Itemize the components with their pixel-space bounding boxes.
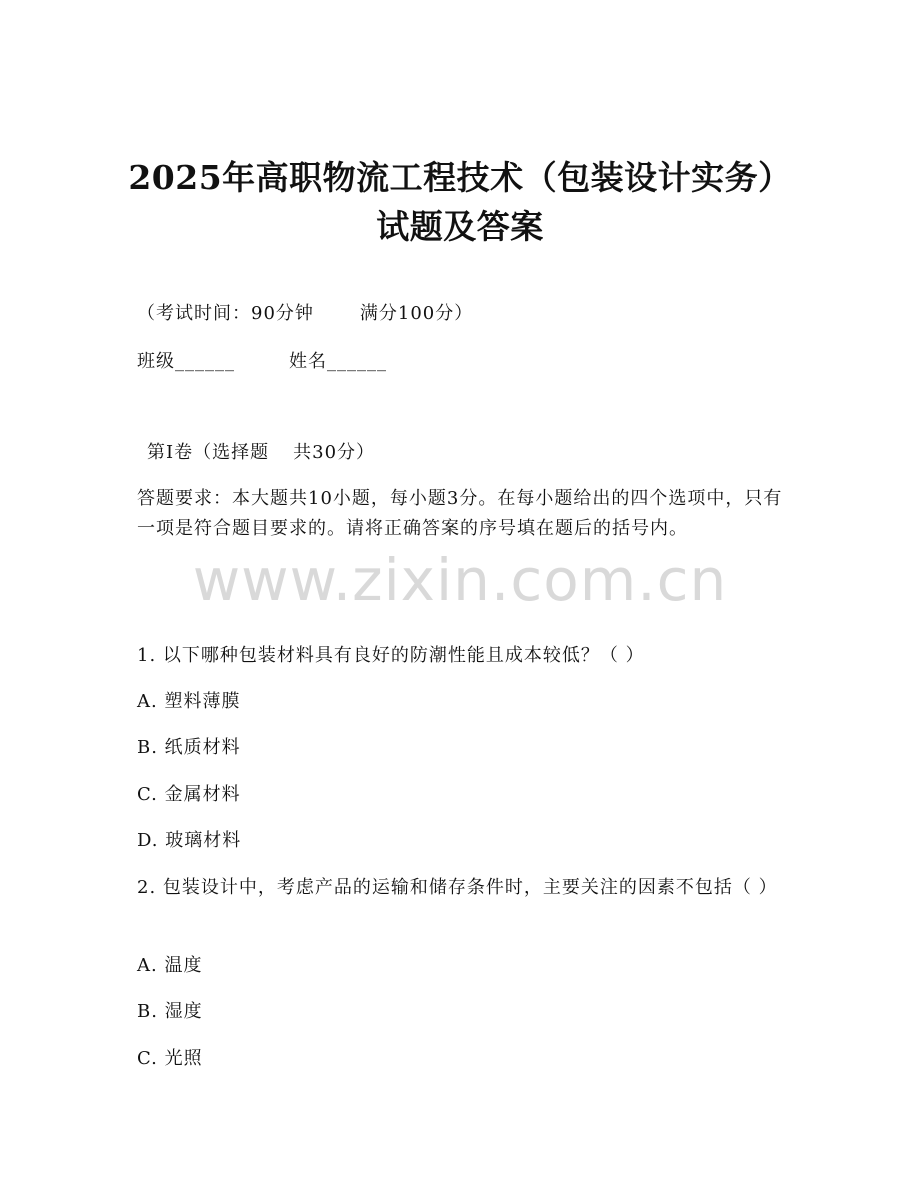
question-2-option-a: A. 温度 (137, 955, 203, 976)
question-2-option-b: B. 湿度 (137, 1001, 203, 1022)
document-title-line1: 2025年高职物流工程技术（包装设计实务） (128, 158, 792, 197)
section-title: 第I卷（选择题 (147, 442, 270, 463)
question-1-stem: 1. 以下哪种包装材料具有良好的防潮性能且成本较低？（ ） (137, 645, 645, 666)
class-field: 班级______ (137, 351, 235, 372)
name-field: 姓名______ (289, 351, 387, 372)
exam-time: （考试时间：90分钟 (137, 303, 314, 324)
question-1-option-a: A. 塑料薄膜 (137, 691, 241, 712)
student-info (137, 350, 387, 374)
question-2-option-c: C. 光照 (137, 1048, 203, 1069)
question-1-option-c: C. 金属材料 (137, 784, 241, 805)
question-1-option-b: B. 纸质材料 (137, 737, 241, 758)
question-2-stem: 2. 包装设计中，考虑产品的运输和储存条件时，主要关注的因素不包括（ ） (137, 877, 778, 898)
instructions: 答题要求：本大题共10小题，每小题3分。在每小题给出的四个选项中，只有一项是符合题目要求的。请将正确答案的序号填在题后的括号内。 (137, 488, 783, 539)
section-score: 共30分） (293, 442, 376, 463)
full-score: 满分100分） (359, 303, 474, 324)
question-1-option-d: D. 玻璃材料 (137, 830, 242, 851)
document-title-line2: 试题及答案 (376, 207, 544, 246)
section-heading (147, 441, 375, 465)
watermark: www.zixin.com.cn (192, 546, 728, 614)
exam-info (137, 302, 473, 326)
